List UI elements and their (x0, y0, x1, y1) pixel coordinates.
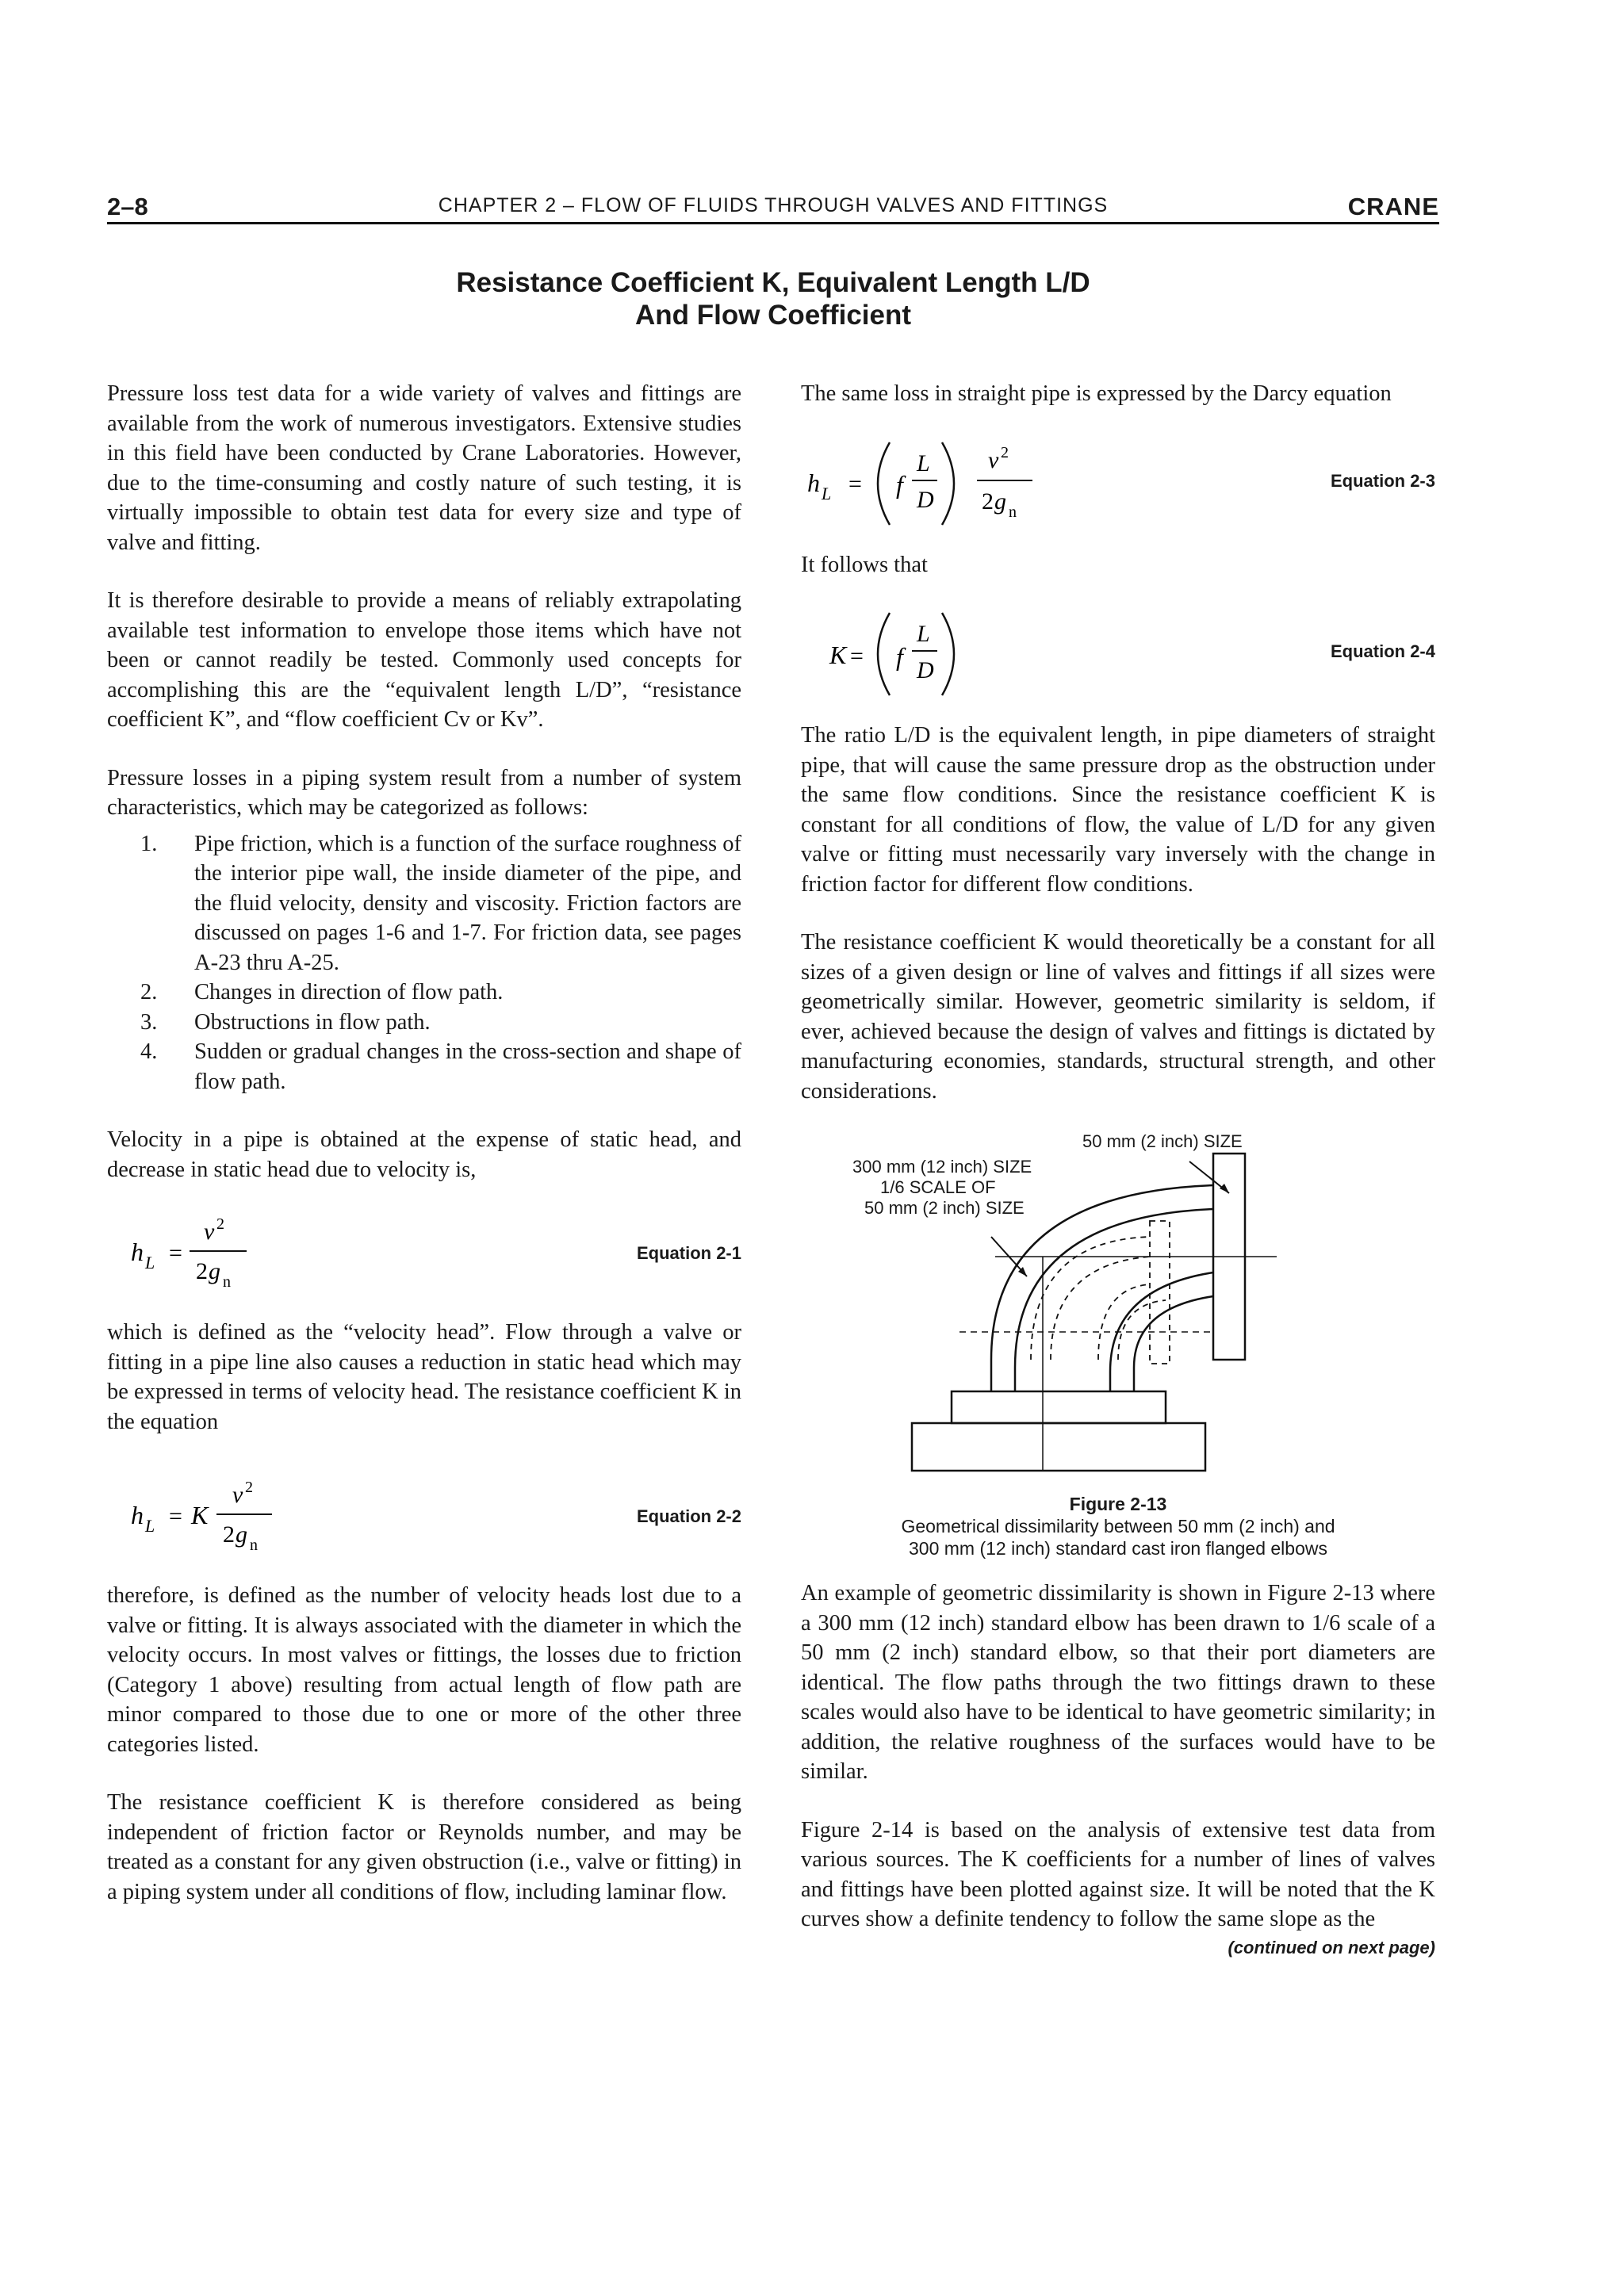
list-item: 2. Changes in direction of flow path. (140, 980, 504, 1004)
figure-label-scale: 1/6 SCALE OF (880, 1177, 996, 1197)
caption-line2: 300 mm (12 inch) standard cast iron flanged elbows (908, 1538, 1327, 1559)
brand-name: CRANE (1347, 193, 1439, 220)
header-rule (107, 222, 1439, 224)
svg-text:g: g (209, 1258, 220, 1284)
paragraph: It is therefore desirable to provide a means of reliably extrapolating available test information to envelope those items which have not been or cannot readily be tested. Commonly used concepts for accomplishing this are the “equivalent length L/D”, “resistance coefficient K”, and “flow coefficient Cv or Kv”. (107, 588, 741, 732)
svg-text:2: 2 (982, 488, 994, 515)
paragraph: It follows that (801, 552, 928, 577)
section-title-line1: Resistance Coefficient K, Equivalent Length L/D (456, 267, 1090, 298)
svg-text:h: h (807, 468, 820, 497)
equation-label: Equation 2-2 (636, 1506, 741, 1526)
svg-text:v: v (988, 446, 999, 473)
equation-2-1-formula (107, 1196, 424, 1307)
svg-text:2: 2 (196, 1258, 208, 1284)
list-item: 1. Pipe friction, which is a function of the surface roughness of the interior pipe wall, the inside diameter of the pipe, and the fluid velocity, density and viscosity. Friction factors are discussed on pages 1-6 and 1-7. For friction data, see pages A-23 thru A-25. (140, 831, 741, 975)
equation-label: Equation 2-1 (636, 1243, 741, 1263)
paragraph: The resistance coefficient K would theoretically be a constant for all sizes of a given design or line of valves and fittings if all sizes were geometrically similar. However, geometric similarity is seldom, if ever, achieved because the design of valves and fittings is dictated by manufacturing economies, standards, structural strength, and other considerations. (801, 930, 1435, 1104)
paragraph: An example of geometric dissimilarity is shown in Figure 2-13 where a 300 mm (12 inch) standard elbow has been drawn to 1/6 scale of a 50 mm (2 inch) standard elbow, so that their port diameters are identical. The flow paths through the two fittings drawn to these scales would also have to be identical to have geometric similarity; in addition, the relative roughness of the surfaces would have to be similar. (801, 1581, 1435, 1784)
equation-label: Equation 2-4 (1330, 641, 1435, 661)
svg-text:=: = (169, 1503, 182, 1529)
page-number: 2–8 (107, 193, 148, 220)
paragraph: The same loss in straight pipe is expressed by the Darcy equation (801, 381, 1392, 406)
svg-text:L: L (917, 621, 930, 647)
equation-2-2-formula (107, 1459, 424, 1570)
paragraph: The ratio L/D is the equivalent length, in pipe diameters of straight pipe, that will cause the same pressure drop as the obstruction under the same flow conditions. Since the resistance coefficient K is constant for all conditions of flow, the value of L/D for any given valve or fitting must necessarily vary inversely with the change in friction factor for different flow conditions. (801, 723, 1435, 897)
svg-text:2: 2 (223, 1521, 235, 1548)
svg-text:h: h (131, 1238, 144, 1266)
equation-2-1 (107, 1196, 741, 1307)
svg-text:K: K (829, 641, 847, 669)
paragraph: Velocity in a pipe is obtained at the expense of static head, and decrease in static head due to velocity is, (107, 1127, 741, 1182)
svg-text:v: v (204, 1219, 215, 1245)
svg-text:n: n (1009, 503, 1017, 521)
figure-label-of-50mm: 50 mm (2 inch) SIZE (864, 1198, 1025, 1218)
paragraph: Pressure loss test data for a wide variety of valves and fittings are available from the work of numerous investigators. Extensive studies in this field have been conducted by Crane Laboratories. However, due to the time-consuming and costly nature of such testing, it is virtually impossible to obtain test data for every size and type of valve and fitting. (107, 381, 741, 555)
svg-text:g: g (994, 488, 1006, 515)
svg-text:v: v (232, 1482, 243, 1508)
svg-text:=: = (850, 643, 864, 669)
svg-text:K: K (191, 1501, 209, 1529)
svg-text:h: h (131, 1501, 144, 1529)
paragraph: which is defined as the “velocity head”. Flow through a valve or fitting in a pipe line also causes a reduction in static head which may be expressed in terms of velocity head. The resistance coefficient K in the equation (107, 1320, 741, 1434)
page-header (107, 193, 1439, 221)
caption-line1: Geometrical dissimilarity between 50 mm (2 inch) and (901, 1516, 1335, 1536)
svg-text:2: 2 (216, 1215, 224, 1233)
svg-text:f: f (896, 469, 903, 499)
figure-number: Figure 2-13 (1069, 1494, 1167, 1514)
equation-2-2 (107, 1459, 741, 1570)
figure-2-13 (801, 1130, 1435, 1558)
equation-label: Equation 2-3 (1330, 470, 1435, 491)
right-column (801, 379, 1435, 1958)
equation-2-4-formula (801, 591, 1118, 710)
svg-text:D: D (917, 486, 934, 513)
svg-text:L: L (145, 1253, 155, 1272)
list-item: 3. Obstructions in flow path. (140, 1009, 431, 1035)
chapter-title: CHAPTER 2 – FLOW OF FLUIDS THROUGH VALVES AND FITTINGS (438, 194, 1109, 216)
paragraph: Figure 2-14 is based on the analysis of extensive test data from various sources. The K coefficients for a number of lines of valves and fittings have been plotted against size. It will be noted that the K curves show a definite tendency to follow the same slope as the (801, 1817, 1435, 1931)
svg-text:2: 2 (245, 1479, 253, 1496)
svg-text:2: 2 (1001, 443, 1009, 461)
paragraph: therefore, is defined as the number of velocity heads lost due to a valve or fitting. It is always associated with the diameter in which the velocity occurs. In most valves or fittings, the losses due to friction (Category 1 above) resulting from actual length of flow path are minor compared to those due to one or more of the other three categories listed. (107, 1583, 741, 1757)
figure-caption (801, 1493, 1435, 1559)
continued-note: (continued on next page) (1228, 1937, 1435, 1957)
svg-text:n: n (223, 1273, 231, 1291)
paragraph: Pressure losses in a piping system result from a number of system characteristics, which may be categorized as follows: (107, 765, 741, 820)
elbow-300mm-scaled-outline (1031, 1221, 1170, 1364)
svg-text:n: n (250, 1536, 258, 1554)
svg-text:L: L (917, 450, 930, 476)
equation-2-3-formula (801, 420, 1197, 539)
loss-categories-list (107, 829, 741, 1097)
svg-text:f: f (896, 642, 903, 671)
svg-text:g: g (236, 1521, 247, 1548)
arrow-head (1220, 1184, 1229, 1193)
figure-label-300mm: 300 mm (12 inch) SIZE (852, 1157, 1032, 1177)
equation-2-3 (801, 420, 1435, 539)
equation-2-4 (801, 591, 1435, 710)
svg-text:=: = (848, 470, 862, 497)
svg-text:D: D (917, 657, 934, 683)
svg-text:=: = (169, 1240, 182, 1266)
section-title-line2: And Flow Coefficient (634, 300, 912, 331)
figure-label-50mm: 50 mm (2 inch) SIZE (1082, 1131, 1243, 1151)
paragraph: The resistance coefficient K is therefore considered as being independent of friction factor or Reynolds number, and may be treated as a constant for any given obstruction (i.e., valve or fitting) in a piping system under all conditions of flow, including laminar flow. (107, 1790, 741, 1904)
list-item: 4. Sudden or gradual changes in the cross-section and shape of flow path. (140, 1039, 741, 1094)
svg-text:L: L (822, 483, 832, 503)
svg-text:L: L (145, 1516, 155, 1536)
left-column (107, 379, 741, 1907)
